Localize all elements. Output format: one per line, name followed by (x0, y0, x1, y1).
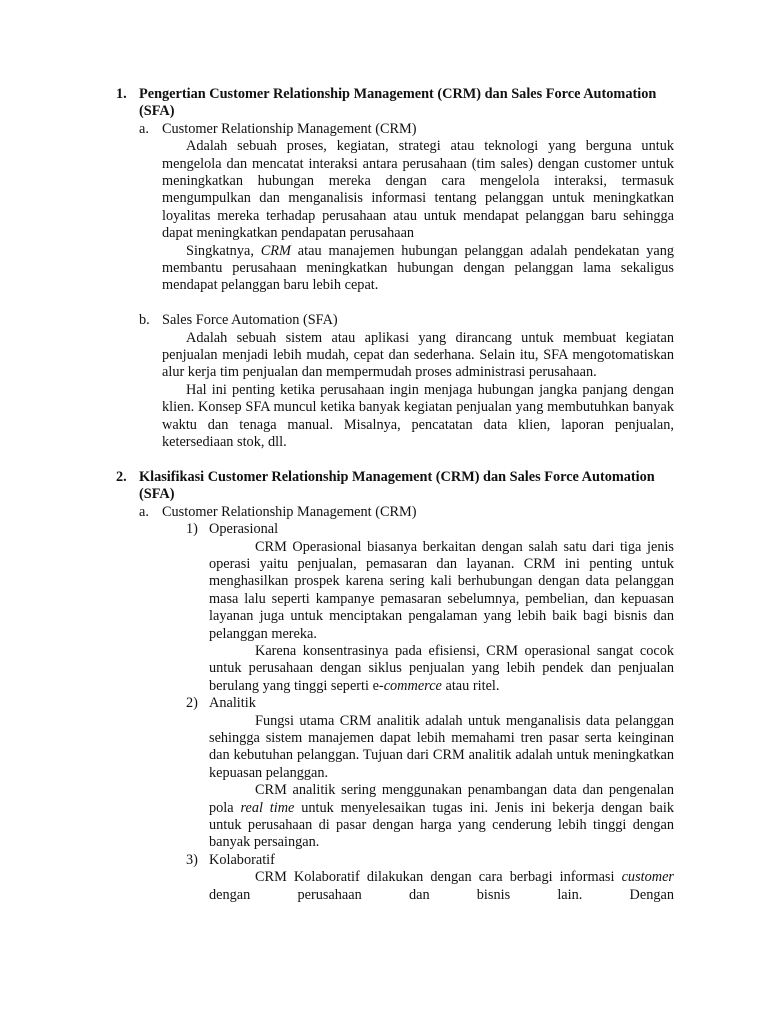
section-1b-heading (0, 312, 768, 329)
section-1a-heading (0, 121, 768, 138)
section-1b-title: Sales Force Automation (SFA) (162, 312, 338, 329)
text-run: untuk menyelesaikan tugas ini. Jenis ini bekerja dengan baik untuk perusahaan di pasar dengan harga yang cenderung lebih tinggi dengan banyak persaingan. (209, 799, 674, 851)
analitik-paragraph-2 (209, 782, 674, 852)
italic-term: commerce (383, 677, 442, 694)
section-2a-letter: a. (139, 503, 149, 520)
list-item-label: Operasional (209, 521, 279, 538)
list-item-label: Analitik (209, 695, 256, 712)
section-1a-paragraph-1: Adalah sebuah proses, kegiatan, strategi atau teknologi yang berguna untuk mengelola dan mencatat interaksi antara perusahaan (tim sales) dengan customer untuk meningkatkan hubungan mereka dengan cara mengelola interaksi, termasuk mengumpulkan dan menganalisis informasi tentang pelanggan untuk meningkatkan loyalitas mereka terhadap perusahaan atau untuk mendapat pelanggan baru sehingga dapat meningkatkan pendapatan perusahaan (162, 138, 674, 242)
spacer (0, 295, 768, 312)
spacer (0, 452, 768, 469)
analitik-paragraph-1: Fungsi utama CRM analitik adalah untuk menganalisis data pelanggan sehingga sistem manajemen dapat lebih memahami tren pasar serta keinginan dan kebutuhan pelanggan. Tujuan dari CRM analitik adalah untuk meningkatkan kepuasan pelanggan. (209, 712, 674, 781)
section-2-heading (0, 469, 674, 504)
section-2a-title: Customer Relationship Management (CRM) (162, 503, 417, 520)
italic-term: CRM (260, 242, 291, 259)
list-item-operasional (0, 521, 768, 538)
list-item-number: 2) (186, 695, 198, 712)
list-item-label: Kolaboratif (209, 851, 275, 868)
section-1a-paragraph-2 (162, 243, 674, 295)
italic-term: customer (621, 869, 674, 886)
kolaboratif-paragraph-1 (209, 869, 674, 904)
list-item-analitik (0, 695, 768, 712)
section-1b-paragraph-2: Hal ini penting ketika perusahaan ingin menjaga hubungan jangka panjang dengan klien. Konsep SFA muncul ketika banyak kegiatan penjualan yang membutuhkan banyak waktu dan tenaga manual. Misalnya, pencatatan data klien, laporan penjualan, ketersediaan stok, dll. (162, 381, 674, 451)
list-item-number: 3) (186, 851, 198, 868)
text-run: atau ritel. (441, 677, 500, 694)
italic-term: real time (240, 799, 295, 816)
section-2-number: 2. (116, 468, 127, 485)
section-1-heading (0, 86, 674, 121)
text-run: CRM Kolaboratif dilakukan dengan cara berbagi informasi (255, 869, 622, 886)
list-item-number: 1) (186, 521, 198, 538)
section-1a-title: Customer Relationship Management (CRM) (162, 120, 417, 137)
text-run: dengan perusahaan dan bisnis lain. Dengan (209, 886, 674, 903)
list-item-kolaboratif (0, 852, 768, 869)
section-1a-letter: a. (139, 120, 149, 137)
section-1b-paragraph-1: Adalah sebuah sistem atau aplikasi yang dirancang untuk membuat kegiatan penjualan menjadi lebih mudah, cepat dan sederhana. Selain itu, SFA mengotomatiskan alur kerja tim penjualan dan mempermudah proses administrasi perusahaan. (162, 329, 674, 381)
section-1b-letter: b. (139, 312, 150, 329)
text-run: Singkatnya, (186, 242, 261, 259)
section-1-title: Pengertian Customer Relationship Management (CRM) dan Sales Force Automation (SFA) (139, 86, 657, 120)
section-2a-heading (0, 504, 768, 521)
operasional-paragraph-2 (209, 643, 674, 695)
document-body (0, 86, 768, 904)
text-run: Karena konsentrasinya pada efisiensi, CRM operasional sangat cocok untuk perusahaan dengan siklus penjualan yang lebih pendek dan penjualan berulang yang tinggi seperti e- (209, 642, 674, 694)
text-run: atau manajemen hubungan pelanggan adalah pendekatan yang membantu perusahaan meningkatkan hubungan dengan pelanggan lama sekaligus mendapat pelanggan baru lebih cepat. (162, 242, 674, 294)
section-2-title: Klasifikasi Customer Relationship Management (CRM) dan Sales Force Automation (SFA) (139, 468, 655, 503)
section-1-number: 1. (116, 86, 127, 102)
operasional-paragraph-1: CRM Operasional biasanya berkaitan dengan salah satu dari tiga jenis operasi yaitu penjualan, pemasaran dan layanan. CRM ini penting untuk menghasilkan prospek karena sering kali berhubungan dengan data pelanggan masa lalu seperti kampanye pemasaran sebelumnya, pembelian, dan kepuasan layanan juga untuk menciptakan pengalaman yang lebih baik bagi bisnis dan pelanggan mereka. (209, 538, 674, 642)
text-run: CRM analitik sering menggunakan penambangan data dan pengenalan pola (209, 782, 674, 816)
